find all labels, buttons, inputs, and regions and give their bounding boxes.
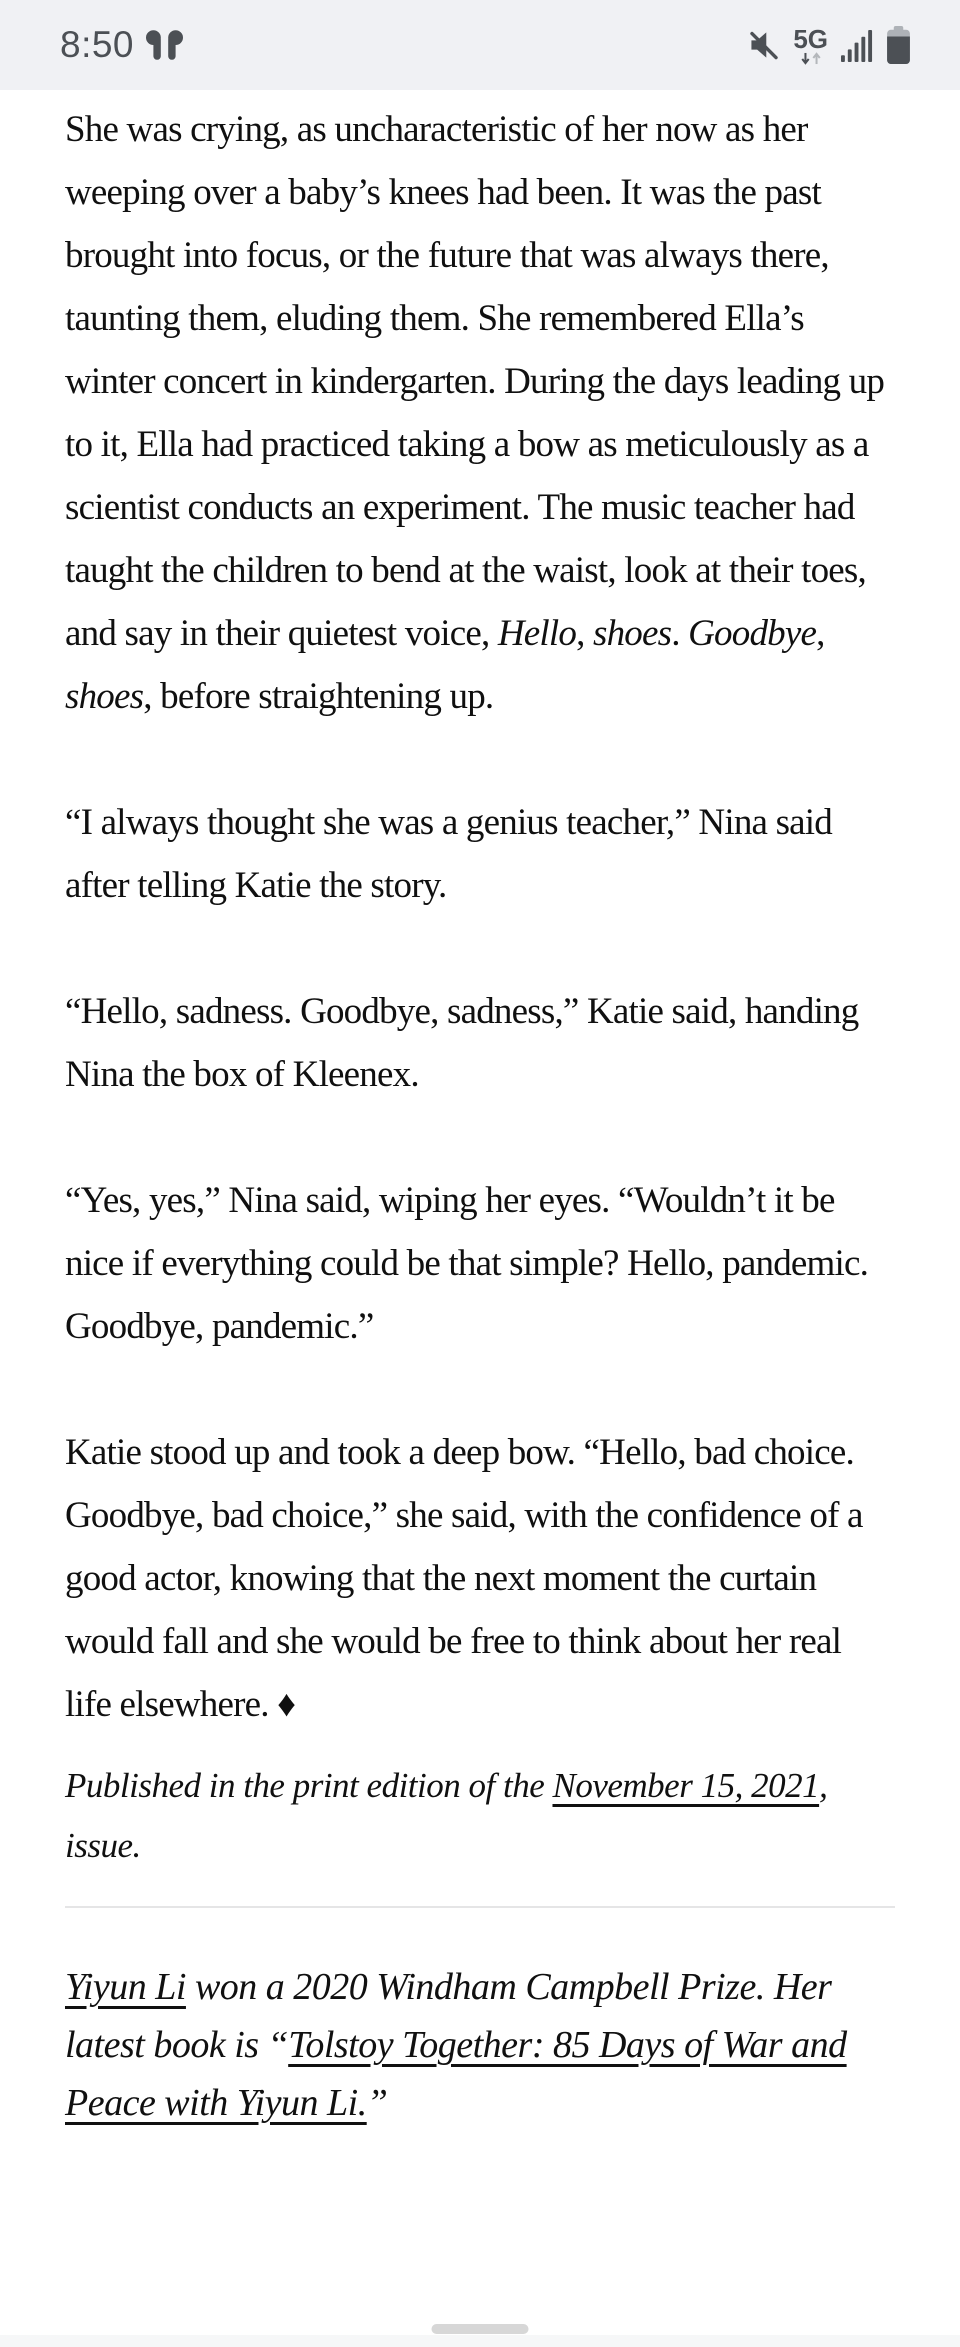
issue-date-link[interactable]: November 15, 2021 — [552, 1766, 820, 1805]
network-indicator — [793, 23, 828, 65]
article-body — [0, 90, 960, 2132]
bottom-edge-strip — [0, 2335, 960, 2347]
text-segment: shoes — [593, 613, 672, 654]
paragraph-2 — [65, 791, 895, 917]
text-segment: She was crying, as uncharacteristic of her now as her weeping over a baby’s knees had been. It was the past brought into focus, or the future that was always there, taunting them, eluding them. She remembered Ella’s winter concert in kindergarten. During the days leading up to it, Ella had practiced taking a bow as meticulously as a scientist conducts an experiment. The music teacher had taught the children to bend at the waist, look at their toes, and say in their quietest voice, — [65, 109, 885, 654]
text-segment: , issue. — [65, 1766, 828, 1865]
paragraphs-container — [65, 98, 895, 1736]
status-bar — [0, 0, 960, 90]
status-bar-left — [60, 24, 183, 66]
contributor-bio — [65, 1958, 895, 2132]
author-link[interactable]: Yiyun Li — [65, 1966, 186, 2008]
published-note — [65, 1756, 895, 1876]
text-segment: , — [816, 613, 825, 654]
status-bar-right — [748, 23, 910, 65]
text-segment: Katie stood up and took a deep bow. “Hello, bad choice. Goodbye, bad choice,” she said, with the confidence of a good actor, knowing that the next moment the curtain would fall and she would be free to think about her real life elsewhere. — [65, 1432, 863, 1725]
paragraph-1 — [65, 98, 895, 728]
data-arrows-icon — [799, 52, 823, 65]
text-segment: Hello — [497, 613, 577, 654]
text-segment: , — [576, 613, 593, 654]
end-mark-diamond: ♦ — [277, 1684, 296, 1725]
network-type-label: 5G — [793, 23, 828, 54]
book-title-link[interactable]: Tolstoy Together: 85 Days of War and Peace with Yiyun Li. — [65, 2024, 847, 2124]
signal-strength-icon — [841, 29, 874, 62]
text-segment: “Hello, sadness. Goodbye, sadness,” Katie said, handing Nina the box of Kleenex. — [65, 991, 859, 1095]
text-segment: . — [671, 613, 689, 654]
paragraph-5 — [65, 1421, 895, 1736]
text-segment: ” — [366, 2082, 388, 2124]
text-segment: Goodbye — [688, 613, 817, 654]
battery-icon — [887, 26, 910, 64]
paragraph-3 — [65, 980, 895, 1106]
text-segment: , before straightening up. — [143, 676, 494, 717]
section-divider — [65, 1906, 895, 1908]
gesture-bar[interactable] — [432, 2324, 529, 2334]
text-segment: shoes — [65, 676, 144, 717]
paragraph-4 — [65, 1169, 895, 1358]
text-segment: “Yes, yes,” Nina said, wiping her eyes. “Wouldn’t it be nice if everything could be that simple? Hello, pandemic. Goodbye, pandemic.” — [65, 1180, 869, 1347]
text-segment: won a 2020 Windham Campbell Prize. Her latest book is “ — [65, 1966, 832, 2066]
text-segment: “I always thought she was a genius teacher,” Nina said after telling Katie the story. — [65, 802, 832, 906]
status-time: 8:50 — [60, 24, 135, 65]
text-segment: Published in the print edition of the — [65, 1766, 553, 1805]
volume-muted-icon — [748, 29, 780, 61]
earbuds-icon — [146, 30, 183, 60]
